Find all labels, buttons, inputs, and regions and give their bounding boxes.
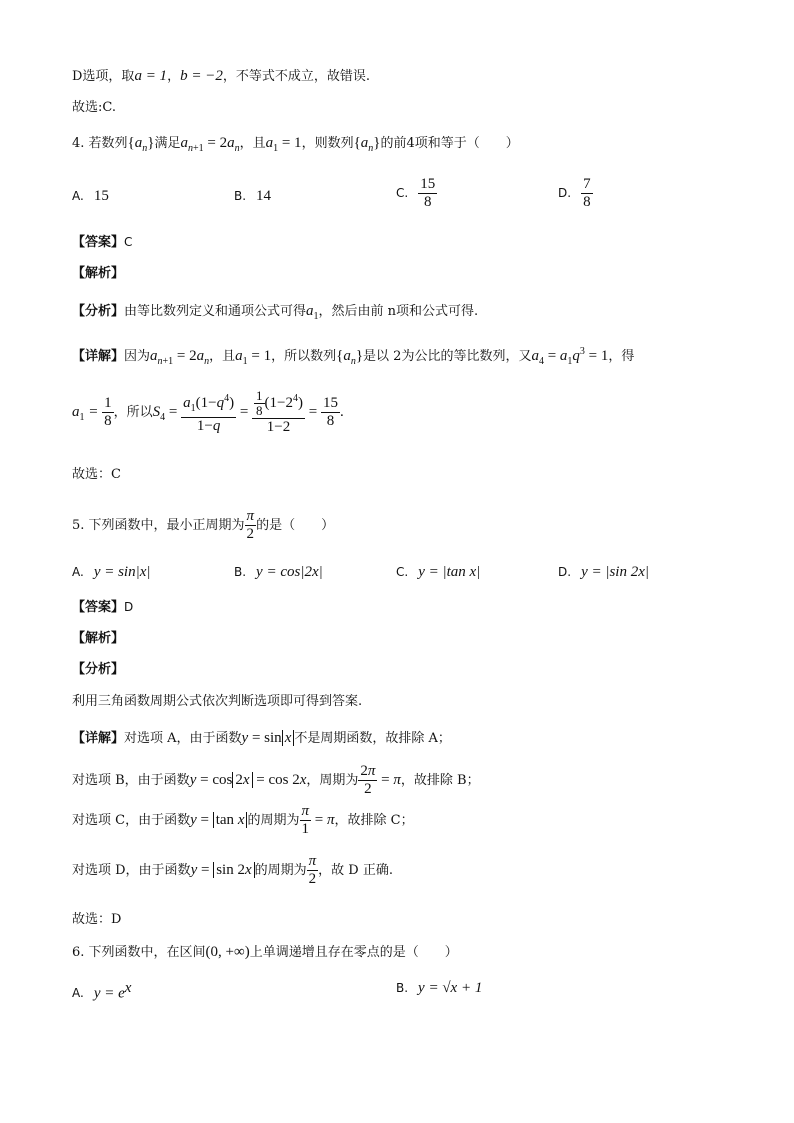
math-b: b = −2 xyxy=(180,68,223,84)
numerator: $a_1(1-q^4)$ xyxy=(181,390,236,418)
q5-fenxi xyxy=(72,660,124,680)
q5-fenxi-text: 利用三角函数周期公式依次判断选项即可得到答案. xyxy=(72,694,363,709)
text: ，故排除 B； xyxy=(400,773,480,788)
q5-final: 故选：D xyxy=(72,912,122,927)
math-a1: $a_1 = 1$ xyxy=(265,135,302,154)
text: 的前4项和等于（ ） xyxy=(380,136,519,151)
q4-xiangjie xyxy=(72,342,634,372)
text: 5. 下列函数中，最小正周期为 xyxy=(72,518,245,533)
fraction-2pi-2 xyxy=(358,763,377,798)
denominator: 2 xyxy=(308,871,317,887)
math-a1: a = 1 xyxy=(134,68,168,84)
q5-option-c[interactable] xyxy=(396,562,480,583)
q4-option-b[interactable] xyxy=(234,186,271,207)
math-eq-pi: = π xyxy=(377,772,401,788)
text: 对选项 C，由于函数 xyxy=(72,813,191,828)
q5-xiangjie-c xyxy=(72,802,414,839)
text: ，所以 xyxy=(113,405,153,420)
option-value: y = e xyxy=(93,985,125,1002)
text: ，周期为 xyxy=(306,773,359,788)
text: ，且 xyxy=(239,136,266,151)
math-recurrence: $a_{n+1} = 2a_n$ xyxy=(180,135,240,154)
fraction-pi-1 xyxy=(300,803,312,838)
text: 对选项 A，由于函数 xyxy=(124,731,242,746)
fraction xyxy=(102,395,114,430)
text: 的周期为 xyxy=(254,863,307,878)
option-fraction xyxy=(418,176,437,211)
option-value: y = |sin 2x| xyxy=(581,564,650,580)
denominator: 8 xyxy=(423,194,432,210)
math-a1-eq: $a_1$ = xyxy=(72,404,103,423)
option-value: y = |tan x| xyxy=(418,564,481,580)
jiexi-tag: 【解析】 xyxy=(72,631,125,646)
option-value: y = sin|x| xyxy=(93,564,151,580)
q4-fenxi xyxy=(72,301,478,327)
text: 满足 xyxy=(154,136,181,151)
math-s4: $S_4$ = xyxy=(152,404,182,423)
text: ，故排除 C； xyxy=(334,813,414,828)
comma: ， xyxy=(167,69,181,84)
option-label: D. xyxy=(558,565,572,579)
option-value: y = √x + 1 xyxy=(418,980,483,996)
xiangjie-tag: 【详解】 xyxy=(72,731,125,746)
option-label: A. xyxy=(72,986,84,1001)
q5-jiexi xyxy=(72,629,124,649)
xiangjie-tag: 【详解】 xyxy=(72,349,125,364)
math-fn-a: y = sin x xyxy=(242,730,295,746)
option-label: C. xyxy=(396,186,409,200)
text: 上单调递增且存在零点的是（ ） xyxy=(249,945,458,960)
fraction-result xyxy=(321,395,340,430)
denominator: 8 xyxy=(326,413,335,429)
text: ，且 xyxy=(209,349,236,364)
numerator: π xyxy=(246,508,255,524)
text: 的是（ ） xyxy=(256,518,335,533)
math-a1: $a_1$ xyxy=(306,303,319,322)
answer-value: C xyxy=(124,235,133,249)
math-fn-d: y = sin 2x xyxy=(191,862,255,878)
text: ，得 xyxy=(608,349,635,364)
equals: = xyxy=(236,404,253,420)
option-label: A. xyxy=(72,565,84,579)
period: . xyxy=(339,404,344,420)
text: 的周期为 xyxy=(247,813,300,828)
math-fn-b: y = cos 2x = cos 2x xyxy=(189,772,307,788)
exponent: x xyxy=(124,980,132,996)
option-label: B. xyxy=(234,189,247,203)
q5-stem xyxy=(72,508,334,543)
text: 不是周期函数，故排除 A； xyxy=(294,731,451,746)
text: ，然后由前 n项和公式可得. xyxy=(318,304,479,319)
denominator: 1−q xyxy=(196,418,221,434)
text: 因为 xyxy=(124,349,151,364)
numerator: π xyxy=(308,853,317,869)
q4-option-a[interactable] xyxy=(72,186,109,207)
option-fraction xyxy=(581,176,593,211)
q4-final: 故选：C xyxy=(72,467,121,482)
denominator: 2 xyxy=(246,526,255,542)
math-seq: $\{a_n\}$ xyxy=(336,348,364,367)
q6-option-b[interactable] xyxy=(396,978,482,999)
text: 对选项 B，由于函数 xyxy=(72,773,190,788)
text: 4. 若数列 xyxy=(72,136,128,151)
fenxi-tag: 【分析】 xyxy=(72,304,125,319)
prev-answer: 故选:C. xyxy=(72,100,116,115)
math-seq: $\{a_n\}$ xyxy=(353,135,381,154)
option-value: 14 xyxy=(256,188,272,204)
text: ，所以数列 xyxy=(271,349,337,364)
q5-answer xyxy=(72,597,133,618)
fraction-pi-2 xyxy=(245,508,257,543)
numerator: 15 xyxy=(322,395,338,411)
q5-option-d[interactable] xyxy=(558,562,649,583)
q4-answer xyxy=(72,232,132,253)
jiexi-tag: 【解析】 xyxy=(72,266,125,281)
q6-stem xyxy=(72,942,458,963)
option-value: y = cos|2x| xyxy=(256,564,323,580)
option-label: D. xyxy=(558,186,572,200)
text: 是以 2为公比的等比数列，又 xyxy=(363,349,532,364)
numerator: 1 xyxy=(104,395,112,411)
fraction-substituted xyxy=(252,389,305,436)
numerator: 7 xyxy=(583,176,591,192)
fraction-sum-formula xyxy=(181,390,236,435)
text: 6. 下列函数中，在区间 xyxy=(72,945,206,960)
fraction-pi-2 xyxy=(307,853,319,888)
denominator: 1 xyxy=(301,821,309,837)
math-a1: $a_1 = 1$ xyxy=(235,348,272,367)
q4-xiangjie-line2 xyxy=(72,388,344,442)
q5-option-a[interactable] xyxy=(72,562,151,583)
math-recurrence: $a_{n+1} = 2a_n$ xyxy=(150,348,210,367)
q4-stem xyxy=(72,133,519,159)
math-interval: (0, +∞) xyxy=(205,944,250,960)
denominator: 8 xyxy=(104,413,112,429)
option-label: C. xyxy=(396,565,409,579)
text: D选项，取 xyxy=(72,69,135,84)
text: ，不等式不成立，故错误. xyxy=(222,69,370,84)
answer-tag: 【答案】 xyxy=(72,600,125,615)
text: ，则数列 xyxy=(301,136,354,151)
math-a4: $a_4 = a_1q^3 = 1$ xyxy=(531,346,609,367)
denominator: 1−2 xyxy=(266,419,291,435)
numerator: $\frac{1}{8}$ $(1-2^4)$ xyxy=(252,389,305,419)
prev-d-line xyxy=(72,66,370,87)
numerator: π xyxy=(301,803,310,819)
fenxi-tag: 【分析】 xyxy=(72,662,125,677)
text: 由等比数列定义和通项公式可得 xyxy=(124,304,307,319)
option-label: B. xyxy=(396,981,409,995)
denominator: 8 xyxy=(583,194,591,210)
q5-option-b[interactable] xyxy=(234,562,323,583)
q4-jiexi xyxy=(72,264,124,284)
q5-xiangjie-d xyxy=(72,852,393,889)
q4-option-d[interactable] xyxy=(558,176,593,211)
answer-value: D xyxy=(124,600,134,614)
numerator: 15 xyxy=(420,176,436,192)
q4-option-c[interactable] xyxy=(396,176,437,211)
numerator: 2π xyxy=(360,763,376,779)
denominator: 2 xyxy=(364,781,372,797)
math-seq: $\{a_n\}$ xyxy=(127,135,155,154)
answer-tag: 【答案】 xyxy=(72,235,125,250)
text: ，故 D 正确. xyxy=(318,863,393,878)
math-fn-c: y = tan x xyxy=(190,812,247,828)
equals: = xyxy=(305,404,321,420)
q5-xiangjie-b xyxy=(72,762,480,799)
text: 对选项 D，由于函数 xyxy=(72,863,191,878)
option-value: 15 xyxy=(93,188,109,204)
q5-xiangjie-a xyxy=(72,728,451,749)
math-eq-pi: = π xyxy=(311,812,335,828)
option-label: A. xyxy=(72,189,84,203)
option-label: B. xyxy=(234,565,247,579)
q6-option-a[interactable] xyxy=(72,978,131,1004)
